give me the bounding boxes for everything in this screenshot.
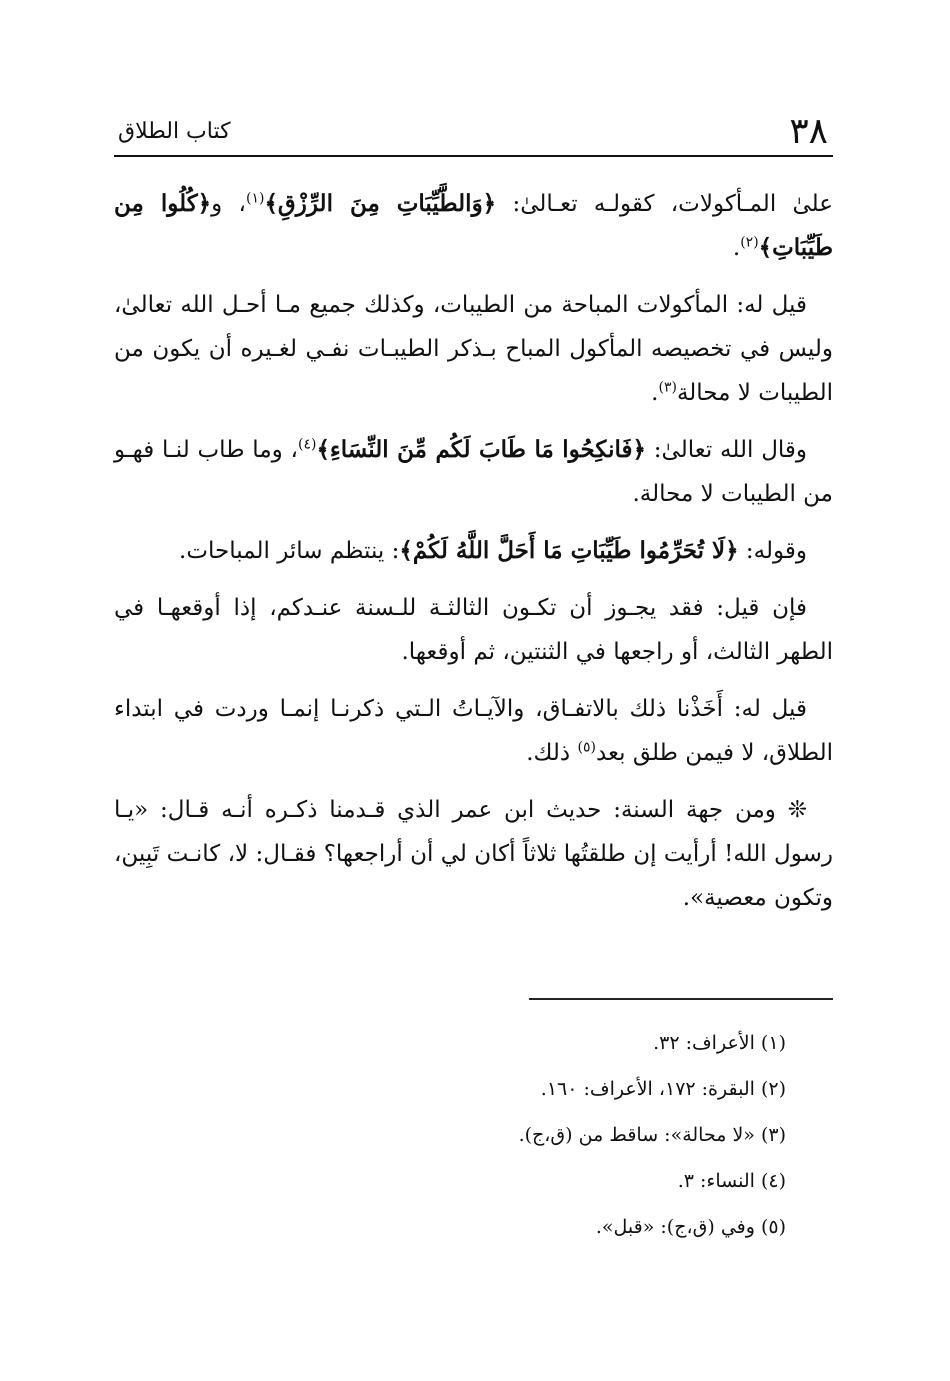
quran-verse: ﴿لَا تُحَرِّمُوا طَيِّبَاتِ مَا أَحَلَّ اللَّهُ لَكُمْ﴾ — [399, 537, 739, 564]
footnote-ref: (١) — [245, 190, 265, 207]
running-header-title: كتاب الطلاق — [118, 119, 231, 144]
footnote-ref: (٤) — [297, 436, 317, 453]
footnote: (٥) وفي (ق،ج): «قبل». — [595, 1216, 786, 1238]
paragraph-text: ، وما طاب لنـا فهـو من الطيبات لا محالة. — [114, 437, 833, 507]
footnote-separator — [529, 998, 833, 1000]
footnote: (٢) البقرة: ١٧٢، الأعراف: ١٦٠. — [540, 1078, 786, 1100]
paragraph-text: علىٰ المـأكولات، كقولـه تعـالىٰ: — [496, 191, 834, 217]
quran-verse: ﴿فَانكِحُوا مَا طَابَ لَكُم مِّنَ النِّسَاءِ﴾ — [316, 436, 646, 463]
paragraph — [114, 529, 833, 573]
paragraph — [114, 283, 833, 415]
paragraph-text: ❊ ومن جهة السنة: حديث ابن عمر الذي قـدمنا ذكـره أنـه قـال: «يـا رسول الله! أرأيت إن طلقتُها ثلاثاً أكان لي أن أراجعها؟ فقـال: لا، كانـت تَبِين، وتكون معصية». — [114, 797, 833, 911]
quran-verse: ﴿كُلُوا مِن طَيِّبَاتِ﴾ — [114, 190, 833, 261]
paragraph — [114, 788, 833, 920]
main-text — [114, 182, 833, 933]
quran-verse: ﴿وَالطَّيِّبَاتِ مِنَ الرِّزْقِ﴾ — [264, 190, 497, 217]
header-rule — [114, 155, 833, 157]
paragraph-text: وقوله: — [738, 538, 807, 564]
footnote-ref: (٥) — [577, 739, 596, 756]
paragraph-text: . — [732, 235, 741, 261]
paragraph-text: قيل له: المأكولات المباحة من الطيبات، وكذلك جميع مـا أحـل الله تعالىٰ، وليس في تخصيصه المأكول المباح بـذكر الطيبـات نفـي لغـيره أن يكون من الطيبات لا محالة — [114, 292, 833, 406]
paragraph-text: ذلك. — [526, 740, 578, 766]
paragraph-text: وقال الله تعالىٰ: — [645, 437, 808, 463]
paragraph-text: قيل له: أَخَذْنا ذلك بالاتفـاق، والآيـاتُ الـتي ذكرنـا إنمـا وردت في ابتداء الطلاق، لا فيمن طلق بعد — [114, 696, 833, 766]
paragraph-text: فإن قيل: فقد يجـوز أن تكـون الثالثـة للـسنة عنـدكم، إذا أوقعهـا في الطهر الثالث، أو راجعها في الثنتين، ثم أوقعها. — [114, 595, 833, 665]
paragraph-text: ، و — [211, 191, 246, 217]
paragraph — [114, 182, 833, 270]
paragraph — [114, 428, 833, 516]
footnote-ref: (٢) — [740, 234, 759, 251]
footnote: (٣) «لا محالة»: ساقط من (ق،ج). — [518, 1124, 786, 1146]
paragraph-text: : ينتظم سائر المباحات. — [179, 538, 400, 564]
footnote: (١) الأعراف: ٣٢. — [653, 1032, 786, 1054]
footnote: (٤) النساء: ٣. — [677, 1170, 786, 1192]
footnotes — [114, 1020, 786, 1250]
paragraph — [114, 687, 833, 775]
paragraph — [114, 586, 833, 674]
footnote-ref: (٣) — [658, 379, 677, 396]
page-number: ٣٨ — [789, 111, 828, 152]
paragraph-text: . — [651, 380, 659, 406]
